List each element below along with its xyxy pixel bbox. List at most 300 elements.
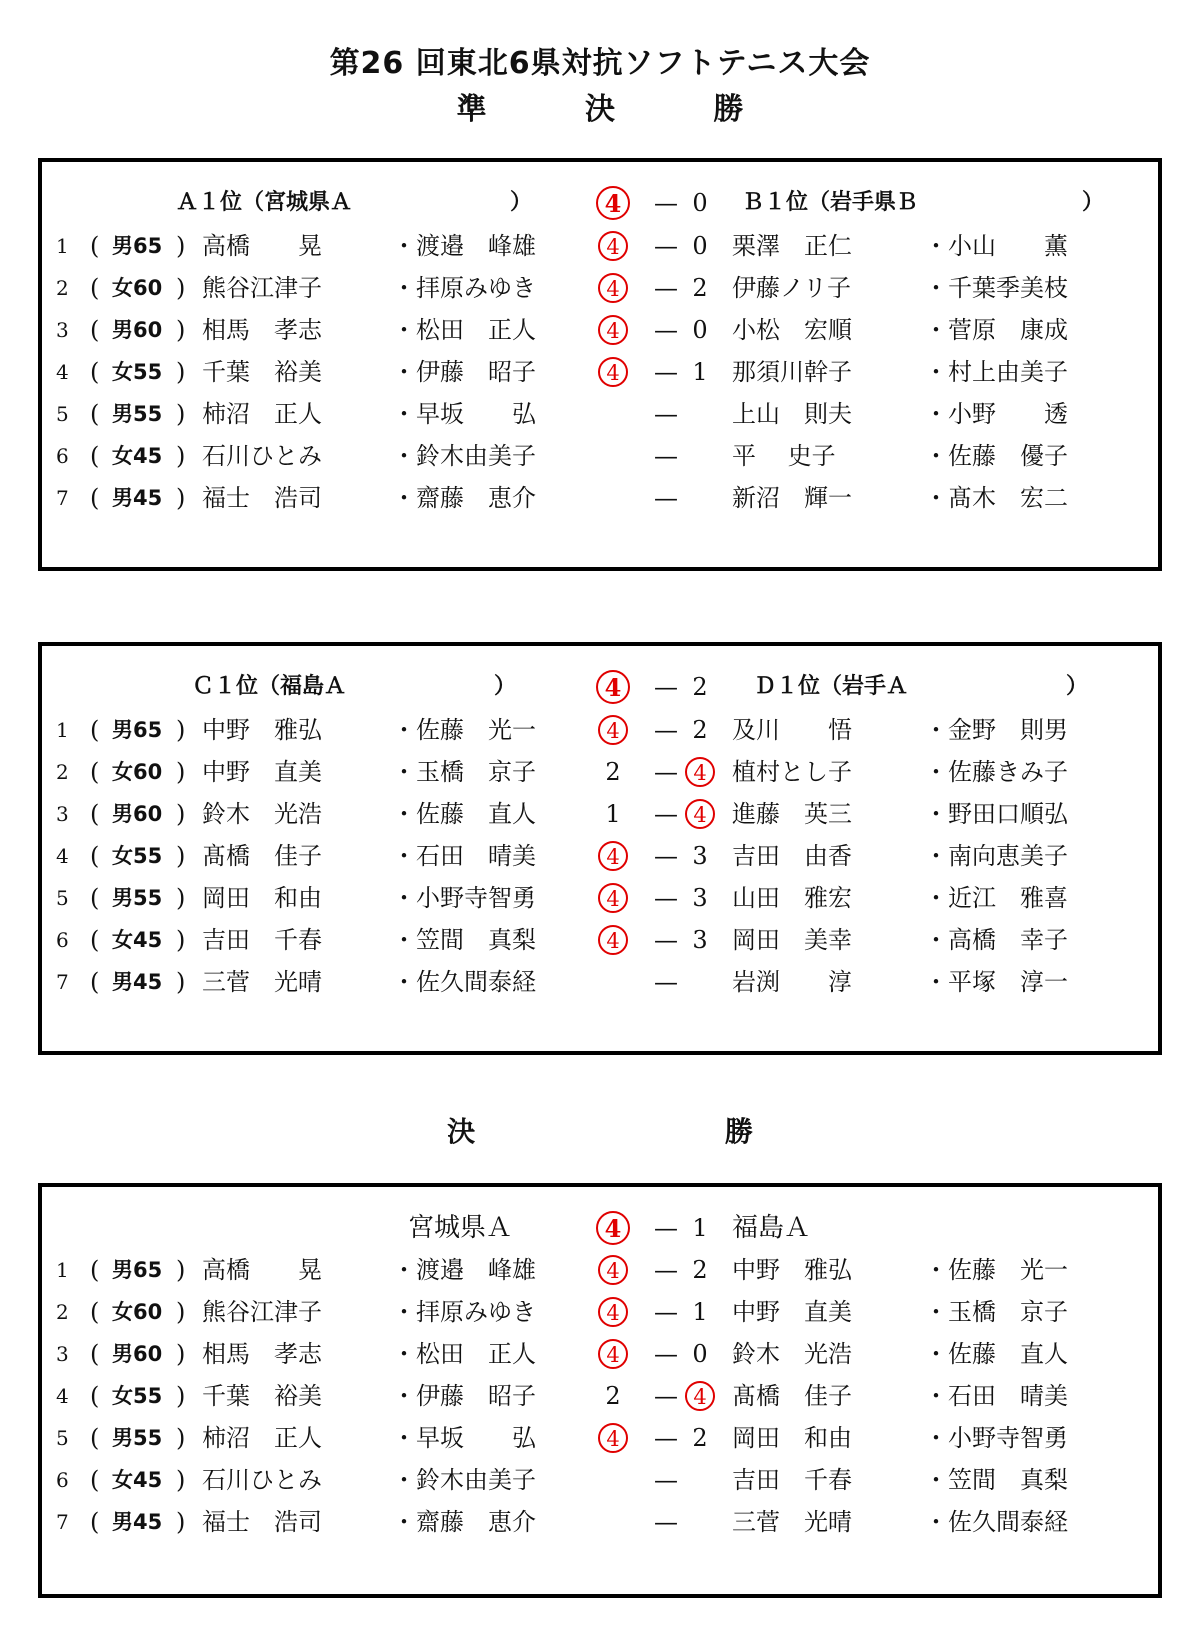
match-row xyxy=(42,1502,1158,1542)
right-score-cell xyxy=(677,1376,723,1416)
category-label: 男45 xyxy=(112,1510,163,1534)
left-player-1: 高橋 晃 xyxy=(202,1256,322,1284)
score-dash: — xyxy=(654,1340,678,1368)
right-player-1: 新沼 輝一 xyxy=(732,484,852,512)
left-player-1: 熊谷江津子 xyxy=(202,1298,322,1326)
right-player-1: 岩渕 淳 xyxy=(732,968,852,996)
right-score-cell xyxy=(677,1250,723,1290)
left-player-1: 吉田 千春 xyxy=(202,926,322,954)
open-paren: ( xyxy=(90,842,100,870)
right-team-score: 1 xyxy=(692,1214,708,1242)
left-score-cell xyxy=(590,1292,636,1332)
right-player-2: ・近江 雅喜 xyxy=(924,884,1068,912)
left-player-2: ・松田 正人 xyxy=(392,316,536,344)
score-dash: — xyxy=(654,926,678,954)
category-label: 女55 xyxy=(112,844,163,868)
left-score: 4 xyxy=(598,1297,628,1327)
left-score-cell xyxy=(590,1418,636,1458)
right-player-1: 伊藤ノリ子 xyxy=(732,274,852,302)
semifinal-1-table xyxy=(38,158,1162,571)
right-player-1: 中野 雅弘 xyxy=(732,1256,852,1284)
score-dash: — xyxy=(654,358,678,386)
left-player-1: 髙橋 佳子 xyxy=(202,842,322,870)
right-player-2: ・髙木 宏二 xyxy=(924,484,1068,512)
category-label: 女55 xyxy=(112,360,163,384)
right-score-cell xyxy=(677,920,723,960)
left-player-2: ・伊藤 昭子 xyxy=(392,358,536,386)
match-row xyxy=(42,710,1158,750)
left-player-1: 福士 浩司 xyxy=(202,484,322,512)
left-score-cell xyxy=(590,1334,636,1374)
right-team-score: 0 xyxy=(692,189,708,217)
right-player-2: ・小野 透 xyxy=(924,400,1068,428)
category-label: 女60 xyxy=(112,1300,163,1324)
right-player-1: 小松 宏順 xyxy=(732,316,852,344)
close-paren: ) xyxy=(176,316,186,344)
left-player-2: ・佐藤 光一 xyxy=(392,716,536,744)
open-paren: ( xyxy=(90,400,100,428)
left-player-2: ・伊藤 昭子 xyxy=(392,1382,536,1410)
right-player-2: ・石田 晴美 xyxy=(924,1382,1068,1410)
left-score-cell xyxy=(590,268,636,308)
match-row xyxy=(42,1376,1158,1416)
match-number: 7 xyxy=(56,1510,69,1534)
right-player-1: 上山 則夫 xyxy=(732,400,852,428)
left-team-score-cell xyxy=(590,667,636,707)
match-number: 4 xyxy=(56,1384,69,1408)
right-score-cell xyxy=(677,752,723,792)
left-player-2: ・鈴木由美子 xyxy=(392,1466,536,1494)
left-score-cell xyxy=(590,752,636,792)
left-team-close: ） xyxy=(494,674,517,699)
right-player-1: 吉田 由香 xyxy=(732,842,852,870)
right-team-score-cell xyxy=(677,183,723,223)
left-score: 4 xyxy=(598,273,628,303)
score-dash: — xyxy=(654,189,678,217)
score-dash: — xyxy=(654,442,678,470)
match-number: 4 xyxy=(56,360,69,384)
right-score: 2 xyxy=(692,1256,708,1284)
right-score-cell xyxy=(677,226,723,266)
right-team-label: Ｄ１位（岩手Ａ xyxy=(754,674,909,699)
left-score-cell xyxy=(590,310,636,350)
left-score-cell xyxy=(590,352,636,392)
left-player-2: ・松田 正人 xyxy=(392,1340,536,1368)
right-player-1: 植村とし子 xyxy=(732,758,852,786)
left-team-label: 宮城県Ａ xyxy=(408,1213,513,1243)
match-number: 7 xyxy=(56,486,69,510)
match-row xyxy=(42,1250,1158,1290)
right-team-label: Ｂ１位（岩手県Ｂ xyxy=(742,190,919,215)
left-player-2: ・石田 晴美 xyxy=(392,842,536,870)
open-paren: ( xyxy=(90,232,100,260)
close-paren: ) xyxy=(176,1424,186,1452)
score-dash: — xyxy=(654,1466,678,1494)
score-dash: — xyxy=(654,316,678,344)
right-score: 1 xyxy=(692,358,708,386)
score-dash: — xyxy=(654,1298,678,1326)
open-paren: ( xyxy=(90,1256,100,1284)
right-score-cell xyxy=(677,794,723,834)
match-row xyxy=(42,1334,1158,1374)
right-player-2: ・玉橋 京子 xyxy=(924,1298,1068,1326)
match-row xyxy=(42,268,1158,308)
match-number: 6 xyxy=(56,444,69,468)
right-player-2: ・小山 薫 xyxy=(924,232,1068,260)
score-dash: — xyxy=(654,400,678,428)
open-paren: ( xyxy=(90,442,100,470)
left-player-2: ・拝原みゆき xyxy=(392,1298,536,1326)
right-player-1: 岡田 和由 xyxy=(732,1424,852,1452)
right-player-1: 平 史子 xyxy=(732,442,836,470)
right-team-score: 2 xyxy=(692,673,708,701)
score-dash: — xyxy=(654,884,678,912)
right-player-2: ・佐藤 優子 xyxy=(924,442,1068,470)
category-label: 男60 xyxy=(112,318,163,342)
left-team-score: 4 xyxy=(596,670,630,704)
left-player-1: 福士 浩司 xyxy=(202,1508,322,1536)
close-paren: ) xyxy=(176,1382,186,1410)
category-label: 女45 xyxy=(112,444,163,468)
right-player-2: ・佐藤きみ子 xyxy=(924,758,1068,786)
left-team-close: ） xyxy=(510,190,533,215)
right-score: 4 xyxy=(685,799,715,829)
match-number: 3 xyxy=(56,1342,69,1366)
category-label: 男55 xyxy=(112,402,163,426)
left-score-cell xyxy=(590,836,636,876)
match-number: 1 xyxy=(56,718,69,742)
match-row xyxy=(42,310,1158,350)
right-player-2: ・野田口順弘 xyxy=(924,800,1068,828)
match-row xyxy=(42,436,1158,476)
match-number: 5 xyxy=(56,1426,69,1450)
right-player-2: ・笠間 真梨 xyxy=(924,1466,1068,1494)
score-dash: — xyxy=(654,1382,678,1410)
left-score: 4 xyxy=(598,715,628,745)
score-dash: — xyxy=(654,968,678,996)
match-row xyxy=(42,836,1158,876)
open-paren: ( xyxy=(90,1340,100,1368)
left-player-1: 石川ひとみ xyxy=(202,442,322,470)
left-score: 4 xyxy=(598,357,628,387)
right-score-cell xyxy=(677,1418,723,1458)
right-score: 2 xyxy=(692,1424,708,1452)
match-row xyxy=(42,878,1158,918)
left-player-1: 柿沼 正人 xyxy=(202,1424,322,1452)
open-paren: ( xyxy=(90,1298,100,1326)
match-row xyxy=(42,1292,1158,1332)
right-player-1: 山田 雅宏 xyxy=(732,884,852,912)
category-label: 男65 xyxy=(112,234,163,258)
right-score: 3 xyxy=(692,926,708,954)
left-team-score-cell xyxy=(590,1208,636,1248)
left-player-2: ・齋藤 恵介 xyxy=(392,484,536,512)
open-paren: ( xyxy=(90,1466,100,1494)
right-score: 0 xyxy=(692,232,708,260)
left-player-1: 千葉 裕美 xyxy=(202,1382,322,1410)
right-score: 0 xyxy=(692,316,708,344)
open-paren: ( xyxy=(90,274,100,302)
left-score: 4 xyxy=(598,1255,628,1285)
right-score-cell xyxy=(677,836,723,876)
left-player-1: 熊谷江津子 xyxy=(202,274,322,302)
match-number: 5 xyxy=(56,402,69,426)
match-row xyxy=(42,752,1158,792)
right-player-1: 三菅 光晴 xyxy=(732,1508,852,1536)
left-player-2: ・早坂 弘 xyxy=(392,400,536,428)
right-score: 2 xyxy=(692,716,708,744)
left-score-cell xyxy=(590,920,636,960)
close-paren: ) xyxy=(176,842,186,870)
score-dash: — xyxy=(654,232,678,260)
left-team-label: Ｃ１位（福島Ａ xyxy=(192,674,347,699)
right-score-cell xyxy=(677,268,723,308)
right-player-2: ・小野寺智勇 xyxy=(924,1424,1068,1452)
match-number: 7 xyxy=(56,970,69,994)
close-paren: ) xyxy=(176,716,186,744)
open-paren: ( xyxy=(90,1382,100,1410)
final-table xyxy=(38,1183,1162,1598)
close-paren: ) xyxy=(176,400,186,428)
left-player-1: 石川ひとみ xyxy=(202,1466,322,1494)
right-player-2: ・菅原 康成 xyxy=(924,316,1068,344)
category-label: 男60 xyxy=(112,1342,163,1366)
right-team-label: 福島Ａ xyxy=(732,1213,811,1243)
score-dash: — xyxy=(654,1214,678,1242)
left-player-1: 中野 雅弘 xyxy=(202,716,322,744)
close-paren: ) xyxy=(176,1340,186,1368)
score-dash: — xyxy=(654,673,678,701)
left-player-2: ・小野寺智勇 xyxy=(392,884,536,912)
left-player-2: ・鈴木由美子 xyxy=(392,442,536,470)
category-label: 男45 xyxy=(112,486,163,510)
left-score-cell xyxy=(590,226,636,266)
right-score-cell xyxy=(677,710,723,750)
close-paren: ) xyxy=(176,1508,186,1536)
right-score-cell xyxy=(677,310,723,350)
left-score-cell xyxy=(590,878,636,918)
header-row xyxy=(42,667,1158,707)
score-dash: — xyxy=(654,1424,678,1452)
right-player-1: 進藤 英三 xyxy=(732,800,852,828)
final-heading: 決 勝 xyxy=(447,1115,873,1148)
left-player-1: 岡田 和由 xyxy=(202,884,322,912)
header-row xyxy=(42,183,1158,223)
match-number: 2 xyxy=(56,760,69,784)
open-paren: ( xyxy=(90,716,100,744)
match-number: 5 xyxy=(56,886,69,910)
score-dash: — xyxy=(654,800,678,828)
left-player-1: 中野 直美 xyxy=(202,758,322,786)
left-team-score: 4 xyxy=(596,1211,630,1245)
category-label: 男65 xyxy=(112,718,163,742)
open-paren: ( xyxy=(90,926,100,954)
right-score: 3 xyxy=(692,884,708,912)
match-row xyxy=(42,352,1158,392)
close-paren: ) xyxy=(176,884,186,912)
right-score: 3 xyxy=(692,842,708,870)
semifinal-heading: 準 決 勝 xyxy=(456,92,788,127)
match-number: 2 xyxy=(56,1300,69,1324)
match-row xyxy=(42,226,1158,266)
right-score: 0 xyxy=(692,1340,708,1368)
right-team-score-cell xyxy=(677,667,723,707)
score-dash: — xyxy=(654,758,678,786)
category-label: 男55 xyxy=(112,1426,163,1450)
close-paren: ) xyxy=(176,1466,186,1494)
left-score: 2 xyxy=(605,758,621,786)
score-dash: — xyxy=(654,1508,678,1536)
left-score: 4 xyxy=(598,315,628,345)
match-row xyxy=(42,1460,1158,1500)
close-paren: ) xyxy=(176,758,186,786)
match-number: 1 xyxy=(56,234,69,258)
right-player-1: 髙橋 佳子 xyxy=(732,1382,852,1410)
open-paren: ( xyxy=(90,758,100,786)
score-dash: — xyxy=(654,1256,678,1284)
left-score: 4 xyxy=(598,1423,628,1453)
category-label: 女45 xyxy=(112,928,163,952)
left-player-2: ・笠間 真梨 xyxy=(392,926,536,954)
left-player-1: 鈴木 光浩 xyxy=(202,800,322,828)
right-player-1: 那須川幹子 xyxy=(732,358,852,386)
right-team-score-cell xyxy=(677,1208,723,1248)
match-number: 3 xyxy=(56,802,69,826)
close-paren: ) xyxy=(176,1298,186,1326)
left-score-cell xyxy=(590,794,636,834)
match-row xyxy=(42,1418,1158,1458)
category-label: 女45 xyxy=(112,1468,163,1492)
right-score: 1 xyxy=(692,1298,708,1326)
left-score: 2 xyxy=(605,1382,621,1410)
left-player-2: ・齋藤 恵介 xyxy=(392,1508,536,1536)
right-player-2: ・村上由美子 xyxy=(924,358,1068,386)
match-number: 1 xyxy=(56,1258,69,1282)
close-paren: ) xyxy=(176,274,186,302)
left-player-1: 相馬 孝志 xyxy=(202,1340,322,1368)
semifinal-2-table xyxy=(38,642,1162,1055)
right-player-2: ・佐久間泰経 xyxy=(924,1508,1068,1536)
left-player-2: ・渡邉 峰雄 xyxy=(392,232,536,260)
open-paren: ( xyxy=(90,1508,100,1536)
close-paren: ) xyxy=(176,442,186,470)
left-player-2: ・佐藤 直人 xyxy=(392,800,536,828)
right-score: 4 xyxy=(685,757,715,787)
match-number: 2 xyxy=(56,276,69,300)
right-player-2: ・佐藤 光一 xyxy=(924,1256,1068,1284)
close-paren: ) xyxy=(176,968,186,996)
close-paren: ) xyxy=(176,358,186,386)
left-player-1: 千葉 裕美 xyxy=(202,358,322,386)
header-row xyxy=(42,1208,1158,1248)
score-dash: — xyxy=(654,716,678,744)
right-player-2: ・佐藤 直人 xyxy=(924,1340,1068,1368)
left-team-label: Ａ１位（宮城県Ａ xyxy=(176,190,353,215)
category-label: 女55 xyxy=(112,1384,163,1408)
left-player-1: 三菅 光晴 xyxy=(202,968,322,996)
category-label: 男65 xyxy=(112,1258,163,1282)
left-score-cell xyxy=(590,1250,636,1290)
category-label: 女60 xyxy=(112,276,163,300)
left-player-1: 高橋 晃 xyxy=(202,232,322,260)
right-score-cell xyxy=(677,1292,723,1332)
match-row xyxy=(42,962,1158,1002)
left-player-2: ・佐久間泰経 xyxy=(392,968,536,996)
page-title: 第26 回東北6県対抗ソフトテニス大会 xyxy=(329,46,871,81)
close-paren: ) xyxy=(176,232,186,260)
close-paren: ) xyxy=(176,926,186,954)
match-number: 6 xyxy=(56,928,69,952)
left-score: 4 xyxy=(598,231,628,261)
left-player-1: 柿沼 正人 xyxy=(202,400,322,428)
left-player-2: ・渡邉 峰雄 xyxy=(392,1256,536,1284)
category-label: 男55 xyxy=(112,886,163,910)
match-row xyxy=(42,394,1158,434)
match-row xyxy=(42,794,1158,834)
left-player-2: ・拝原みゆき xyxy=(392,274,536,302)
right-player-1: 及川 悟 xyxy=(732,716,852,744)
right-player-2: ・金野 則男 xyxy=(924,716,1068,744)
left-team-score-cell xyxy=(590,183,636,223)
close-paren: ) xyxy=(176,1256,186,1284)
open-paren: ( xyxy=(90,884,100,912)
right-team-close: ） xyxy=(1066,674,1089,699)
left-player-2: ・玉橋 京子 xyxy=(392,758,536,786)
left-player-2: ・早坂 弘 xyxy=(392,1424,536,1452)
category-label: 男45 xyxy=(112,970,163,994)
category-label: 女60 xyxy=(112,760,163,784)
category-label: 男60 xyxy=(112,802,163,826)
score-dash: — xyxy=(654,484,678,512)
left-score: 4 xyxy=(598,883,628,913)
left-score: 1 xyxy=(605,800,621,828)
left-score: 4 xyxy=(598,925,628,955)
right-score: 4 xyxy=(685,1381,715,1411)
right-team-close: ） xyxy=(1082,190,1105,215)
right-player-1: 鈴木 光浩 xyxy=(732,1340,852,1368)
right-player-1: 栗澤 正仁 xyxy=(732,232,852,260)
score-dash: — xyxy=(654,842,678,870)
match-number: 3 xyxy=(56,318,69,342)
open-paren: ( xyxy=(90,1424,100,1452)
right-player-1: 吉田 千春 xyxy=(732,1466,852,1494)
right-player-2: ・千葉季美枝 xyxy=(924,274,1068,302)
open-paren: ( xyxy=(90,316,100,344)
match-number: 4 xyxy=(56,844,69,868)
open-paren: ( xyxy=(90,484,100,512)
open-paren: ( xyxy=(90,358,100,386)
right-score-cell xyxy=(677,878,723,918)
right-player-1: 中野 直美 xyxy=(732,1298,852,1326)
open-paren: ( xyxy=(90,968,100,996)
close-paren: ) xyxy=(176,800,186,828)
match-row xyxy=(42,920,1158,960)
right-score-cell xyxy=(677,352,723,392)
match-number: 6 xyxy=(56,1468,69,1492)
left-player-1: 相馬 孝志 xyxy=(202,316,322,344)
left-score: 4 xyxy=(598,1339,628,1369)
right-player-1: 岡田 美幸 xyxy=(732,926,852,954)
left-score-cell xyxy=(590,710,636,750)
right-player-2: ・平塚 淳一 xyxy=(924,968,1068,996)
left-score: 4 xyxy=(598,841,628,871)
open-paren: ( xyxy=(90,800,100,828)
right-player-2: ・南向恵美子 xyxy=(924,842,1068,870)
close-paren: ) xyxy=(176,484,186,512)
left-team-score: 4 xyxy=(596,186,630,220)
right-player-2: ・高橋 幸子 xyxy=(924,926,1068,954)
match-row xyxy=(42,478,1158,518)
